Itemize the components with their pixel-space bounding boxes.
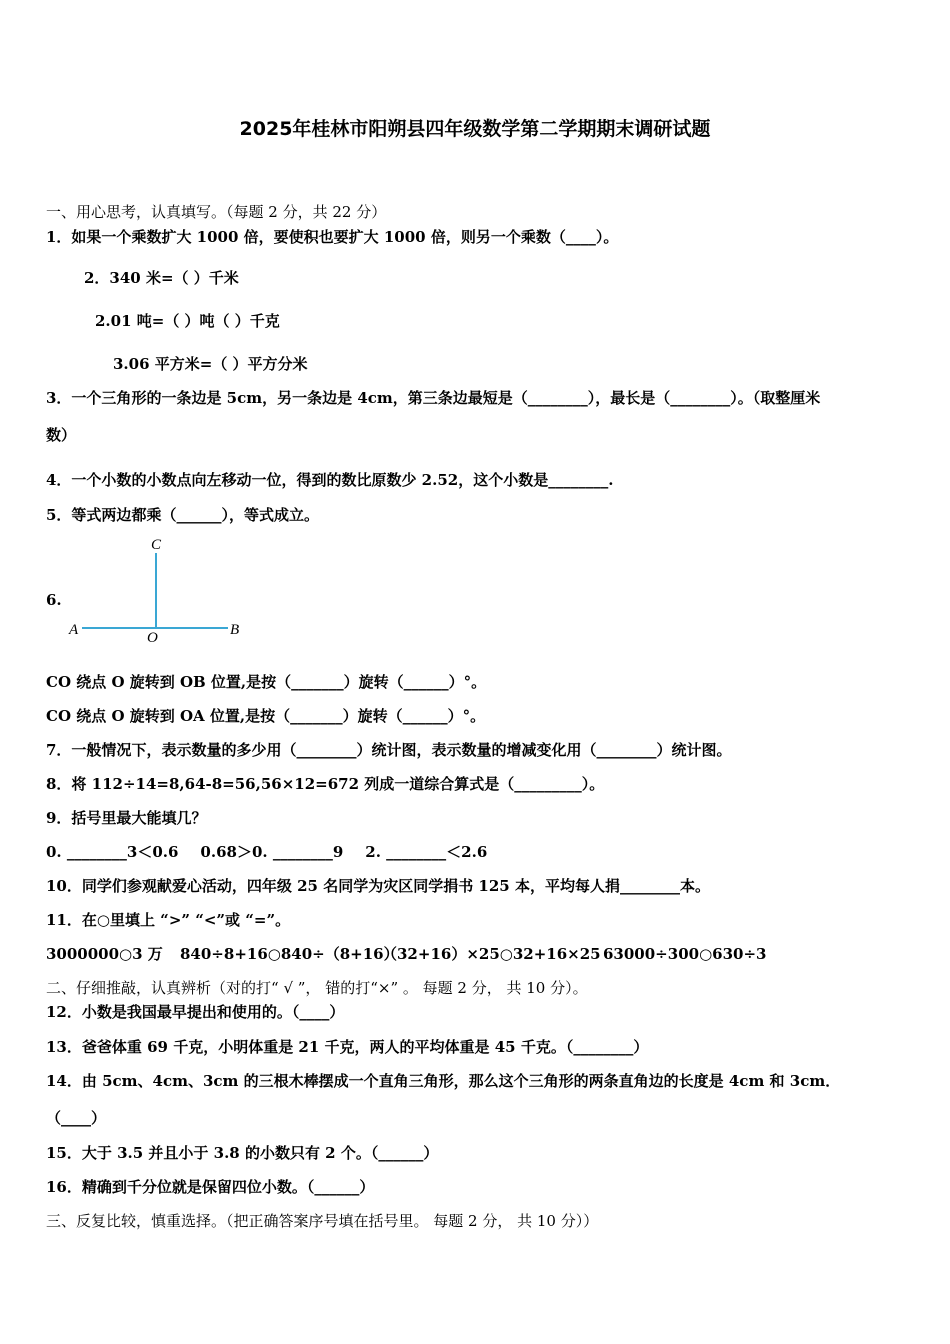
question-2b: 2.01 吨=（ ）吨（ ）千克 <box>95 312 280 330</box>
q11-item-1: 3000000○3 万 <box>46 945 163 963</box>
question-9: 9．括号里最大能填几？ <box>46 809 207 827</box>
q9-item-1: 0. ________3＜0.6 <box>46 843 179 861</box>
label-a: A <box>69 622 79 638</box>
question-7: 7．一般情况下，表示数量的多少用（________）统计图，表示数量的增减变化用（________）统计图。 <box>46 741 732 759</box>
angle-figure <box>64 535 254 650</box>
q9-item-3: 2. ________＜2.6 <box>365 843 488 861</box>
q11-item-3: （32+16）×25○32+16×25 <box>382 945 601 963</box>
question-6b: CO 绕点 O 旋转到 OA 位置,是按（_______）旋转（______）°。 <box>46 707 486 725</box>
question-6-number: 6. <box>46 591 62 609</box>
label-c: C <box>151 537 162 553</box>
section1-header: 一、用心思考，认真填写。（每题 2 分，共 22 分） <box>46 203 387 221</box>
q11-item-4: 63000÷300○630÷3 <box>603 945 767 963</box>
label-b: B <box>230 622 240 638</box>
question-10: 10．同学们参观献爱心活动，四年级 25 名同学为灾区同学捐书 125 本，平均每人捐________本。 <box>46 877 710 895</box>
label-o: O <box>147 630 158 646</box>
question-4: 4．一个小数的小数点向左移动一位，得到的数比原数少 2.52，这个小数是________. <box>46 471 614 489</box>
question-11: 11．在○里填上 “>” “<”或 “=”。 <box>46 911 291 929</box>
question-2a: 2．340 米=（ ）千米 <box>84 269 239 287</box>
section3-header: 三、反复比较，慎重选择。（把正确答案序号填在括号里。 每题 2 分， 共 10 分）） <box>46 1212 599 1230</box>
question-14b: （____） <box>46 1109 107 1127</box>
question-3a: 3．一个三角形的一条边是 5cm，另一条边是 4cm，第三条边最短是（________），最长是（________）。（取整厘米 <box>46 389 821 407</box>
question-15: 15．大于 3.5 并且小于 3.8 的小数只有 2 个。（______） <box>46 1144 439 1162</box>
question-12: 12．小数是我国最早提出和使用的。（____） <box>46 1003 345 1021</box>
question-14a: 14．由 5cm、4cm、3cm 的三根木棒摆成一个直角三角形，那么这个三角形的两条直角边的长度是 4cm 和 3cm． <box>46 1072 841 1090</box>
q9-item-2: 0.68＞0. ________9 <box>200 843 344 861</box>
question-5: 5．等式两边都乘（______），等式成立。 <box>46 506 319 524</box>
page-title: 2025年桂林市阳朔县四年级数学第二学期期末调研试题 <box>239 118 711 140</box>
question-6a: CO 绕点 O 旋转到 OB 位置,是按（_______）旋转（______）°。 <box>46 673 487 691</box>
question-16: 16．精确到千分位就是保留四位小数。（______） <box>46 1178 375 1196</box>
question-2c: 3.06 平方米=（ ）平方分米 <box>113 355 308 373</box>
section2-header: 二、仔细推敲，认真辨析（对的打“ √ ”， 错的打“×” 。 每题 2 分， 共 10 分）。 <box>46 979 588 997</box>
q11-item-2: 840÷8+16○840÷（8+16） <box>180 945 399 963</box>
question-1: 1．如果一个乘数扩大 1000 倍，要使积也要扩大 1000 倍，则另一个乘数（____）。 <box>46 228 619 246</box>
question-8: 8．将 112÷14=8,64-8=56,56×12=672 列成一道综合算式是（_________）。 <box>46 775 605 793</box>
angle-figure-svg <box>64 535 254 650</box>
question-9-items <box>46 842 487 862</box>
question-3b: 数） <box>46 426 77 444</box>
question-13: 13．爸爸体重 69 千克，小明体重是 21 千克，两人的平均体重是 45 千克。（________） <box>46 1038 649 1056</box>
